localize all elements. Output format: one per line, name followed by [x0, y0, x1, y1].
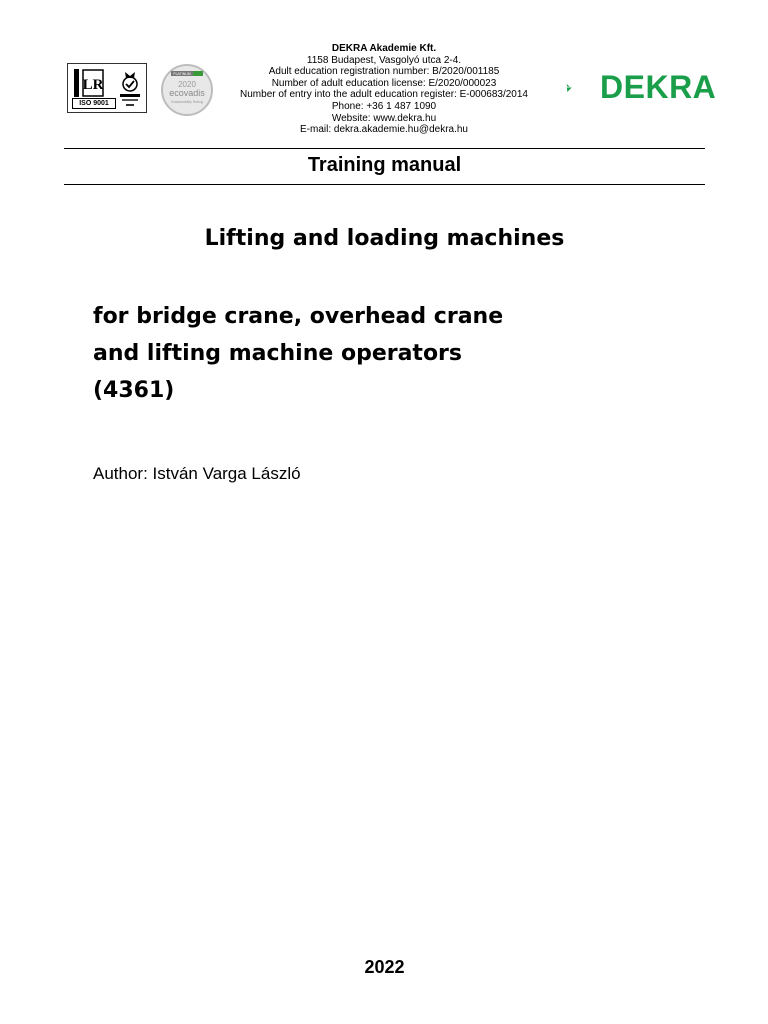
- register-entry-number: Number of entry into the adult education register: E-000683/2014: [240, 89, 528, 101]
- divider-bottom: [64, 184, 705, 185]
- email: E-mail: dekra.akademie.hu@dekra.hu: [299, 124, 468, 136]
- header-contact-block: [230, 43, 538, 136]
- ecovadis-top-text: PLATINUM: [173, 72, 191, 76]
- ecovadis-year: 2020: [178, 80, 196, 89]
- website: Website: www.dekra.hu: [331, 112, 437, 124]
- company-name: DEKRA Akademie Kft.: [331, 43, 437, 54]
- ecovadis-badge-icon: [160, 63, 214, 117]
- subtitle-line: (4361): [93, 378, 175, 403]
- subtitle-line: and lifting machine operators: [93, 341, 463, 366]
- svg-text:CERTIFIED: CERTIFIED: [77, 72, 83, 94]
- certification-logo: [67, 63, 147, 113]
- license-number: Number of adult education license: E/2020/000023: [271, 77, 497, 89]
- publication-year: 2022: [364, 957, 405, 977]
- lloyds-register-icon: [72, 68, 110, 98]
- svg-text:LR: LR: [82, 77, 104, 93]
- company-address: 1158 Budapest, Vasgolyó utca 2-4.: [306, 54, 462, 66]
- document-title: Lifting and loading machines: [204, 226, 565, 251]
- iso-label: ISO 9001: [72, 98, 116, 109]
- author: Author: István Varga László: [93, 464, 301, 483]
- registration-number: Adult education registration number: B/2020/001185: [268, 66, 500, 78]
- ecovadis-name: ecovadis: [169, 88, 205, 98]
- phone-number: Phone: +36 1 487 1090: [331, 100, 437, 112]
- subtitle-line: for bridge crane, overhead crane: [93, 304, 504, 329]
- dekra-logo-icon: [566, 68, 596, 108]
- ukas-icon: [116, 68, 144, 110]
- document-type: Training manual: [307, 154, 462, 176]
- divider-top: [64, 148, 705, 149]
- document-subtitle: [93, 298, 693, 409]
- ecovadis-sub: Sustainability Rating: [171, 100, 203, 104]
- dekra-logo-text: DEKRA: [600, 69, 717, 105]
